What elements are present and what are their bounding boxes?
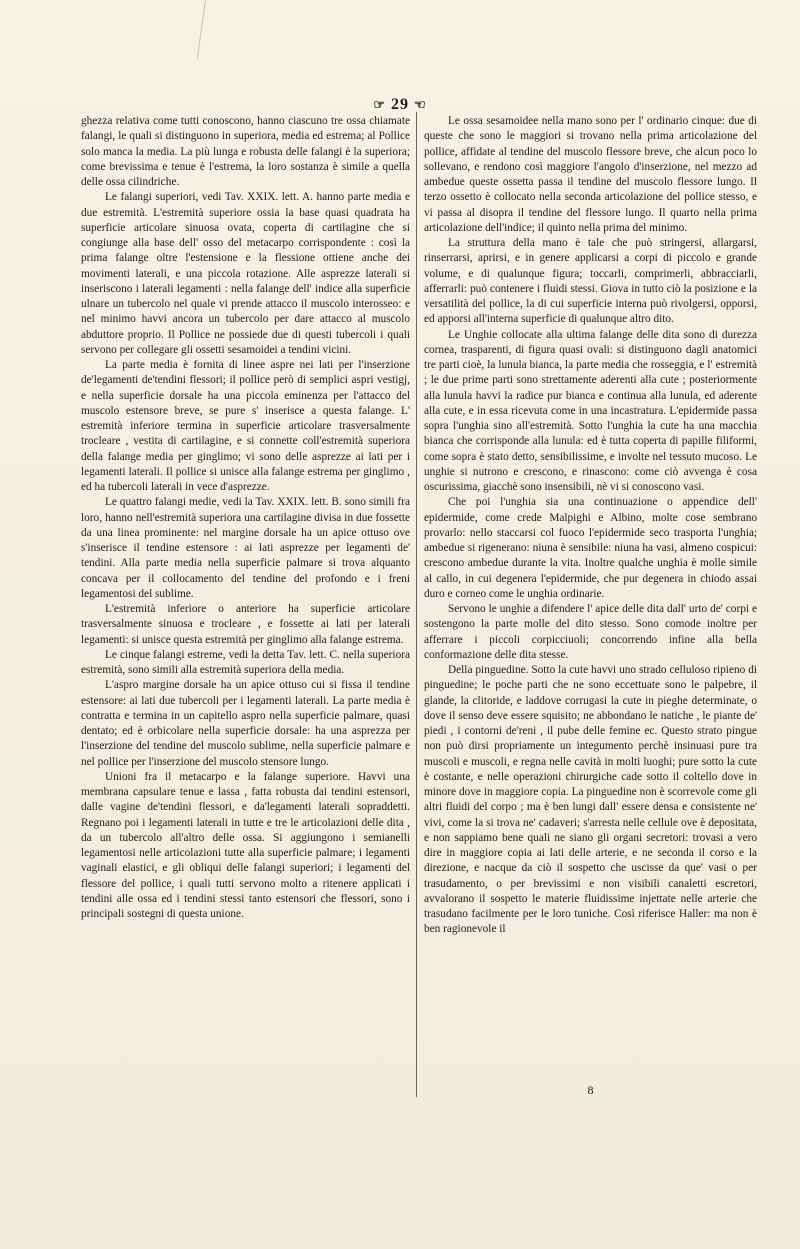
paragraph: L'aspro margine dorsale ha un apice ottuso cui si fissa il tendine estensore: ai lati due tubercoli per i legamenti laterali. La parte media è contratta e termina in un capitello aspro nella superficie palmare, quasi dentato; ed è orbicolare nella superficie dorsale: ha una asprezza per l'inserzione del tendine del muscolo sublime, nella superficie palmare e nel pollice per l'inserzione del muscolo stensore lungo. <box>81 679 410 768</box>
paragraph: Le cinque falangi estreme, vedi la detta Tav. lett. C. nella superiora estremità, sono simili alla estremità superiora della media. <box>81 648 410 676</box>
paragraph: Le ossa sesamoidee nella mano sono per l' ordinario cinque: due di queste che sono le maggiori si trovano nella prima articolazione del pollice, affidate al tendine del muscolo flessore breve, che alcun poco lo sollevano, e rendono così maggiore l'angolo d'inserzione, nel mezzo ad ambedue queste ossetta passa il tendine del muscolo flessore lungo. Il terzo ossetto è collocato nella seconda articolazione del pollice stesso, e vi passa al disopra il tendine del flessore lungo. Il quarto nella prima articolazione dell'indice; il quinto nella prima del minimo. <box>424 115 757 234</box>
pointing-hand-left-icon: ☞ <box>373 97 386 112</box>
paragraph: Che poi l'unghia sia una continuazione o appendice dell' epidermide, come crede Malpighi e Albino, molte cose sembrano provarlo: nello staccarsi col fuoco l'epidermide seco trasporta l'unghia; ambedue si rigenerano: niuna è sensibile: niuna ha vasi, almeno cospicui: crescono ambedue durante la vita. Inoltre qualche unghia è molle simile al callo, in cui degenera l'epidermide, che pur degenera in chiodo assai duro e corneo come le unghia ordinarie. <box>424 496 757 600</box>
page-number: 29 <box>391 96 409 113</box>
paragraph: Le Unghie collocate alla ultima falange delle dita sono di durezza cornea, trasparenti, di figura quasi ovali: si distinguono dagli anatomici tre parti cioè, la lunula bianca, la parte media che rosseggia, e l' estremità ; le due prime parti sono strettamente aderenti alla cute ; posteriormente alla lunula havvi la radice pur bianca e continua alla lunula, ed aderente alla cute, e in essa ricevuta come in una incastratura. L'epidermide passa sopra l'unghia sino all'estremità. Sotto l'unghia la cute ha una macchia bianca che corrisponde alla lunula: ed è tutta coperta di papille filiformi, come sopra è stato detto, sensibilissime, e involte nel tessuto mucoso. Le unghie si nutrono e crescono, e rinascono: come ciò avvenga è cosa oscurissima, giacchè sono insensibili, nè vi si conoscono vasi. <box>424 328 757 493</box>
paragraph: Unioni fra il metacarpo e la falange superiore. Havvi una membrana capsulare tenue e lassa , fatta robusta dai tendini estensori, dalle vagine de'tendini flessori, e da'legamenti laterali sopraddetti. Regnano poi i legamenti laterali in tutte e tre le articolazioni delle dita , da un tubercolo all'altro delle ossa. Si aggiungono i semianelli legamentosi nelle articolazioni tutte alla superficie palmare; i legamenti vaginali elastici, e gli obliqui delle falangi superiori; i legamenti del flessore del pollice, i quali tutti servono molto a ritenere applicati i tendini alle ossa ed i tendini stessi tanto estensori che flessori, sono i principali sostegni di questa unione. <box>81 770 410 920</box>
paragraph: Le quattro falangi medie, vedi la Tav. XXIX. lett. B. sono simili fra loro, hanno nell'estremità superiora una cartilagine divisa in due fossette da una linea prominente: nel margine dorsale ha un apice ottuso ove s'inserisce il tendine estensore : ai lati asprezze per legamenti de' tendini. Alla parte media nella superficie palmare si trova alquanto concava per il collocamento del tendine del profondo e i freni legamentosi del sublime. <box>81 496 410 600</box>
paragraph: Le falangi superiori, vedi Tav. XXIX. lett. A. hanno parte media e due estremità. L'estremità superiore ossia la base quasi quadrata ha superficie articolare sinuosa ovata, coperta di cartilagine che si congiunge alla base dell' osso del metacarpo corrispondente : così la prima falange oltre l'estensione e la flessione ottiene anche dei movimenti laterali, e una piccola rotazione. Alle asprezze laterali si inseriscono i laterali legamenti : nella falange dell' indice alla superficie ulnare un tubercolo nel quale vi prende attacco il muscolo interosseo: e nel minimo havvi ancora un tubercolo per dare attacco al muscolo abduttore proprio. Il Pollice ne possiede due di questi tubercoli i quali servono per collegare gli ossetti sesamoidei a tendini vicini. <box>81 191 410 356</box>
paragraph: La parte media è fornita di linee aspre nei lati per l'inserzione de'legamenti de'tendini flessori; il pollice però di semplici aspri vestigj, e nella superficie dorsale ha una piccola eminenza per l'attacco del muscolo estensore breve, se pure s' inserisce a questa falange. L' estremità inferiore termina in superficie articolare trasversalmente trocleare , vestita di cartilagine, e si connette coll'estremità superiora della falange media per ginglimo; vi sono delle asprezze ai lati per i legamenti laterali. Il pollice si unisce alla falange estrema per ginglimo , ed ha tubercoli laterali in vece d'asprezze. <box>81 359 410 493</box>
paragraph: La struttura della mano è tale che può stringersi, allargarsi, rinserrarsi, aprirsi, e in genere applicarsi a corpi di piccolo e grande volume, e di qualunque figura; toccarli, comprimerli, abbracciarli, afferrarli: può contenere i fluidi stessi. Giova in tutto ciò la posizione e la versatilità del pollice, la di cui superficie interna può rivolgersi, opporsi, ed apporsi all'interna superficie di qualunque altro dito. <box>424 237 757 326</box>
paragraph: Della pinguedine. Sotto la cute havvi uno strado celluloso ripieno di pinguedine; le poche parti che ne sono eccettuate sono le palpebre, il glande, la clitoride, e laddove corrugasi la cute in pieghe determinate, o dove il senso deve essere squisito; ne abbondano le natiche , le piante de' piedi , i contorni de'reni , il pube delle femine ec. Questo strato pingue non può dirsi propriamente un integumento perchè insinuasi pure tra muscoli e muscoli, e regna nelle cavità in molti luoghi; pure sotto la cute è costante, e nelle operazioni chirurgiche cade sotto il coltello dove in minore dove in maggiore copia. La pinguedine non è scorrevole come gli altri fluidi del corpo ; ma è ben lungi dall' essere densa e consistente ne' vivi, come la si trova ne' cadaveri; s'arresta nelle cellule ove è depositata, e non sappiamo bene quali ne siano gli organi secretori: trovasi a vero dire in maggiore copia ai lati delle arterie, e ne seconda il corso e la direzione, e nacque da ciò il sospetto che uscisse da que' vasi o per trasudamento, o per brevissimi e non visibili canaletti escretori, avvalorano il sospetto le materie fluidissime injettate nelle arterie che trasudano facilmente per le loro tuniche. Così riferisce Haller: ma non è ben ragionevole il <box>424 664 757 936</box>
paragraph: L'estremità inferiore o anteriore ha superficie articolare trasversalmente sinuosa e trocleare , e fossette ai lati per laterali legamenti: si unisce questa estremità per ginglimo alla falange estrema. <box>81 603 410 646</box>
signature-mark: 8 <box>587 1083 594 1097</box>
column-divider <box>416 112 417 1097</box>
pencil-mark <box>197 0 206 60</box>
paragraph: ghezza relativa come tutti conoscono, hanno ciascuno tre ossa chiamate falangi, le quali si distinguono in superiora, media ed estrema; al Pollice solo manca la media. La più lunga e robusta delle falangi è la superiora; come brevissima e tenue è l'estrema, la loro sostanza è simile a quella delle ossa cilindriche. <box>81 115 410 188</box>
paragraph: Servono le unghie a difendere l' apice delle dita dall' urto de' corpi e sostengono la parte molle del dito stesso. Sono comode inoltre per afferrare i piccoli corpicciuoli; concorrendo infine alla bella conformazione delle dita stesse. <box>424 603 757 661</box>
left-column <box>81 114 410 922</box>
right-column <box>424 114 757 938</box>
page-header <box>0 96 800 114</box>
pointing-hand-right-icon: ☜ <box>414 97 427 112</box>
